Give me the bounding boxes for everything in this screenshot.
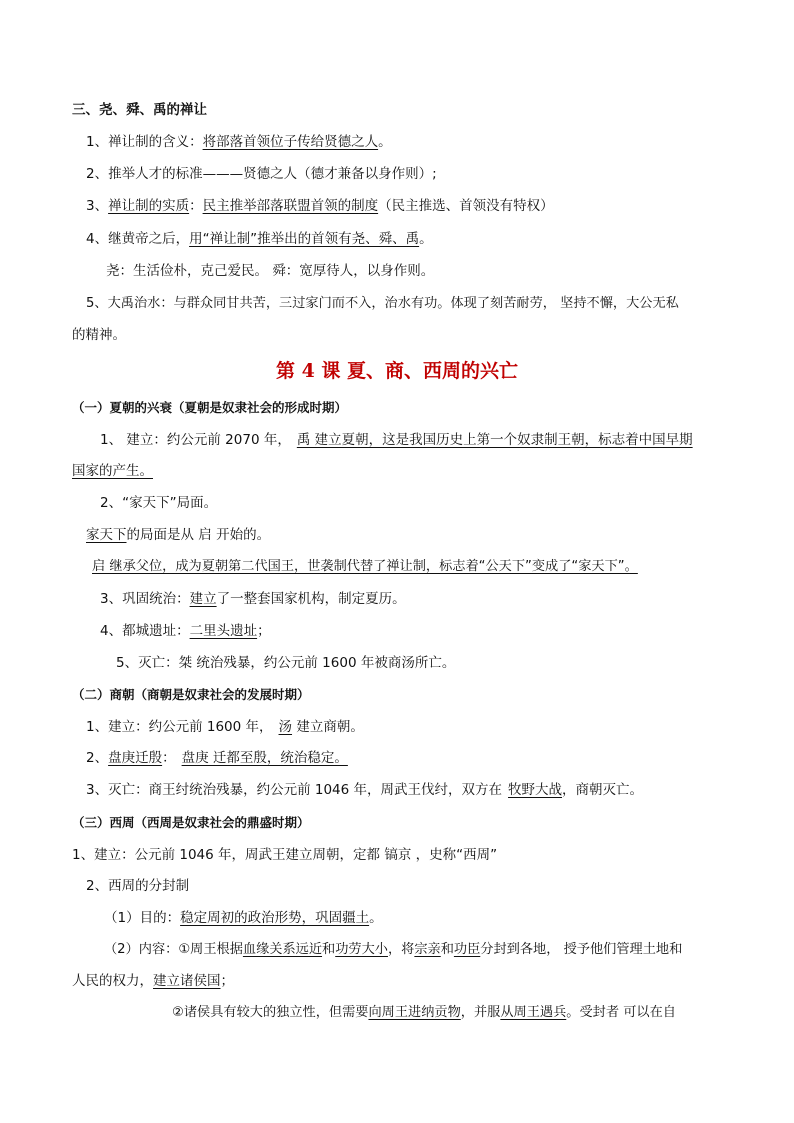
underlined-text: 启 继承父位，成为夏朝第二代国王，世袭制代替了禅让制，标志着“公天下”变成了“家天下”。 (92, 559, 638, 574)
text-line (100, 589, 406, 609)
section-heading: （二）商朝（商朝是奴隶社会的发展时期） (72, 687, 310, 702)
text: ，商朝灭亡。 (562, 782, 644, 798)
text: 的局面是从 启 开始的。 (126, 527, 271, 543)
text: 4、都城遗址： (100, 623, 190, 639)
text-line: 5、灭亡：桀 统治残暴，约公元前 1600 年被商汤所亡。 (116, 655, 456, 671)
underlined-text: 盘庚迁殷 (108, 750, 163, 766)
text: （2）内容：①周王根据 (104, 942, 243, 957)
text: 3、巩固统治： (100, 591, 190, 607)
text: 1、建立：约公元前 1600 年， (86, 719, 273, 735)
text-line (86, 780, 643, 800)
text: ： (189, 198, 203, 214)
underlined-text: 从周王遇兵 (500, 1005, 567, 1020)
text: 3、灭亡：商王纣统治残暴，约公元前 1046 年，周武王伐纣，双方在 (86, 782, 503, 798)
text: 。 (378, 134, 392, 150)
text: （1）目的： (104, 910, 181, 926)
text: ； (220, 973, 234, 989)
text: 建立商朝。 (292, 719, 364, 735)
text-line (72, 971, 234, 991)
underlined-text: 禅让制的实质 (108, 198, 190, 214)
underlined-text: 将部落首领位子传给贤德之人 (202, 134, 379, 150)
text-line (86, 229, 433, 249)
text-line: 2、西周的分封制 (86, 878, 190, 894)
text-line (100, 430, 693, 450)
section-heading: （一）夏朝的兴衰（夏朝是奴隶社会的形成时期） (72, 400, 348, 415)
text-line (86, 717, 364, 737)
text: 和 (440, 942, 454, 957)
text: ： (162, 750, 176, 766)
underlined-text: 稳定周初的政治形势，巩固疆土 (180, 910, 370, 926)
text: 和 (322, 942, 336, 957)
underlined-text: 功臣 (453, 942, 481, 957)
underlined-text: 用“禅让制”推举出的首领有尧、舜、禹 (189, 231, 420, 247)
text: 。 (369, 910, 383, 926)
text: ，将 (387, 942, 415, 957)
text: 4、继黄帝之后， (86, 231, 190, 247)
text: ； (257, 623, 271, 639)
text: 。 (419, 231, 433, 247)
text-line (86, 525, 270, 545)
underlined-text: 建立 (189, 591, 217, 607)
underlined-text: 盘庚 迁都至殷，统治稳定。 (181, 750, 348, 766)
text-line (104, 940, 682, 960)
lesson-title: 第 4 课 夏、商、西周的兴亡 (275, 360, 519, 382)
section-heading: 三、尧、舜、禹的禅让 (72, 102, 207, 118)
text: 。受封者 可以在自 (566, 1005, 676, 1020)
underlined-text: 禹 建立夏朝，这是我国历史上第一个奴隶制王朝，标志着中国早期 (296, 432, 693, 448)
underlined-text: 向周王进纳贡物 (368, 1005, 461, 1020)
underlined-text: 建立诸侯国 (153, 973, 221, 989)
text: 1、禅让制的含义： (86, 134, 203, 150)
text: 2、 (86, 750, 109, 766)
text: 了一整套国家机构，制定夏历。 (216, 591, 406, 607)
text: （民主推选、首领没有特权） (378, 198, 554, 214)
text-line (86, 132, 392, 152)
text: 1、 建立：约公元前 2070 年， (100, 432, 291, 448)
underlined-text: 宗亲 (414, 942, 441, 957)
underlined-text: 国家的产生。 (72, 463, 153, 479)
text-line (86, 196, 554, 216)
text-line: 5、大禹治水：与群众同甘共苦，三过家门而不入，治水有功。体现了刻苦耐劳， 坚持不懈，大公无私 (86, 296, 679, 311)
text: 人民的权力， (72, 973, 153, 989)
text-line: 2、“家天下”局面。 (100, 495, 218, 511)
text-line (72, 461, 153, 481)
text-line: 的精神。 (72, 327, 126, 343)
text-line (172, 1003, 676, 1023)
section-heading: （三）西周（西周是奴隶社会的鼎盛时期） (72, 815, 310, 830)
underlined-text: 家天下 (86, 527, 127, 543)
text-line: 尧：生活俭朴，克己爱民。 舜：宽厚待人，以身作则。 (106, 263, 435, 279)
underlined-text: 牧野大战 (508, 782, 563, 798)
text: ②诸侯具有较大的独立性，但需要 (172, 1005, 369, 1020)
text-line (92, 557, 638, 577)
text-line: 1、建立：公元前 1046 年，周武王建立周朝，定都 镐京 ，史称“西周” (72, 847, 498, 863)
text: 3、 (86, 198, 109, 214)
text-line (104, 908, 383, 928)
text-line (100, 621, 271, 641)
underlined-text: 民主推举部落联盟首领的制度 (202, 198, 379, 214)
underlined-text: 血缘关系远近 (242, 942, 323, 957)
underlined-text: 功劳大小 (335, 942, 388, 957)
underlined-text: 汤 (278, 719, 293, 735)
text-line: 2、推举人才的标准———贤德之人（德才兼备以身作则）; (86, 166, 437, 182)
text: ，并服 (460, 1005, 501, 1020)
text: 分封到各地， 授予他们管理土地和 (480, 942, 683, 957)
underlined-text: 二里头遗址 (189, 623, 258, 639)
text-line (86, 748, 348, 768)
